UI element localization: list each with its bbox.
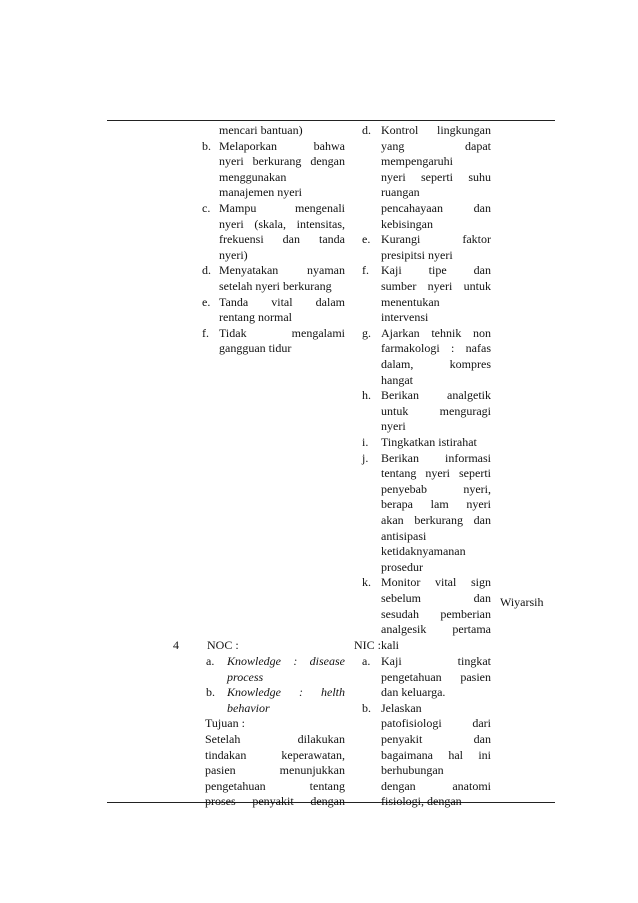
tujuan-line: pengetahuan tentang — [205, 778, 345, 793]
noc-prev-marker: c. — [202, 201, 211, 215]
nic-prev-line: ruangan — [381, 185, 420, 200]
nic-prev-line: berapa lam nyeri — [381, 497, 491, 512]
nic4-line: dengan anatomi — [381, 778, 491, 793]
nic-prev-line: nyeri — [381, 419, 406, 434]
nic-prev-line: menentukan — [381, 294, 440, 309]
tujuan-line: pasien menunjukkan — [205, 763, 345, 778]
noc-prev-line: manajemen nyeri — [219, 185, 302, 200]
nic-prev-line: Kurangi faktor — [381, 232, 491, 247]
nic-prev-marker: k. — [362, 575, 371, 590]
noc-prev-line: mencari bantuan) — [219, 123, 303, 137]
tujuan-line: proses penyakit dengan — [205, 794, 345, 809]
tujuan-line: Setelah dilakukan — [205, 732, 345, 746]
noc-prev-line: nyeri berkurang dengan — [219, 154, 345, 169]
nic-prev-line: presipitsi nyeri — [381, 247, 453, 262]
noc4-line: process — [227, 669, 264, 684]
noc-prev-marker: b. — [202, 138, 211, 153]
nic-prev-line: tentang nyeri seperti — [381, 466, 491, 481]
signature: Wiyarsih — [500, 595, 544, 609]
nic-prev-line: untuk menguragi — [381, 403, 491, 418]
nic-prev-line: kali — [381, 637, 399, 652]
nic4-line: pengetahuan pasien — [381, 669, 491, 684]
nic-prev-line: intervensi — [381, 310, 429, 325]
nic-prev-marker: e. — [362, 232, 371, 247]
nic-prev-line: sumber nyeri untuk — [381, 279, 491, 293]
nic-prev-line: mempengaruhi — [381, 154, 453, 169]
nic-prev-line: penyebab nyeri, — [381, 481, 491, 496]
nic4-line: berhubungan — [381, 763, 444, 778]
nic-prev-marker: h. — [362, 388, 371, 403]
nic-header: NIC : — [354, 638, 381, 652]
noc4-line: behavior — [227, 700, 270, 715]
nic4-line: patofisiologi dari — [381, 716, 491, 731]
nic-prev-line: yang dapat — [381, 138, 491, 153]
tujuan-label: Tujuan : — [205, 716, 245, 731]
noc-prev-line: Mampu mengenali — [219, 201, 345, 215]
nic-prev-line: akan berkurang dan — [381, 513, 491, 527]
nic-prev-marker: d. — [362, 123, 371, 137]
nic-prev-line: Tingkatkan istirahat — [381, 435, 477, 449]
nic-prev-line: analgesik pertama — [381, 622, 491, 637]
nic-prev-marker: g. — [362, 325, 371, 340]
nic-prev-marker: i. — [362, 435, 369, 449]
nic-prev-line: farmakologi : nafas — [381, 341, 491, 356]
tujuan-line: tindakan keperawatan, — [205, 747, 345, 762]
nic-prev-line: kebisingan — [381, 216, 433, 231]
noc-header: NOC : — [207, 638, 239, 652]
nic-prev-line: dalam, kompres — [381, 357, 491, 371]
nic-prev-line: prosedur — [381, 559, 423, 574]
noc4-marker: a. — [206, 654, 215, 668]
nic-prev-marker: f. — [362, 263, 369, 278]
nic-prev-line: nyeri seperti suhu — [381, 169, 491, 184]
noc-prev-line: frekuensi dan tanda — [219, 232, 345, 247]
row-number: 4 — [173, 638, 179, 652]
noc4-marker: b. — [206, 685, 215, 700]
nic-prev-line: sebelum dan — [381, 591, 491, 605]
noc4-line: Knowledge : disease — [227, 654, 345, 668]
noc-prev-line: nyeri (skala, intensitas, — [219, 216, 345, 231]
nic-prev-line: Berikan informasi — [381, 450, 491, 465]
noc-prev-marker: d. — [202, 263, 211, 278]
noc-prev-line: nyeri) — [219, 247, 248, 262]
noc-prev-line: setelah nyeri berkurang — [219, 279, 332, 293]
nic-prev-line: Ajarkan tehnik non — [381, 325, 491, 340]
nic4-marker: a. — [362, 654, 371, 668]
nic-prev-line: hangat — [381, 372, 413, 387]
nic-prev-line: Kaji tipe dan — [381, 263, 491, 278]
noc-prev-line: Menyatakan nyaman — [219, 263, 345, 278]
nic-prev-line: pencahayaan dan — [381, 201, 491, 215]
table-top-rule — [107, 120, 555, 121]
nic4-line: Kaji tingkat — [381, 654, 491, 668]
noc-prev-line: menggunakan — [219, 169, 287, 184]
noc-prev-line: Tanda vital dalam — [219, 294, 345, 309]
noc-prev-line: Melaporkan bahwa — [219, 138, 345, 153]
nic-prev-line: ketidaknyamanan — [381, 544, 466, 559]
nic-prev-line: Kontrol lingkungan — [381, 123, 491, 137]
nic-prev-line: antisipasi — [381, 528, 427, 543]
noc-prev-line: gangguan tidur — [219, 341, 292, 356]
noc-prev-marker: e. — [202, 294, 211, 309]
nic-prev-line: Monitor vital sign — [381, 575, 491, 590]
noc-prev-marker: f. — [202, 325, 209, 340]
nic-prev-marker: j. — [362, 450, 369, 465]
nic4-marker: b. — [362, 700, 371, 715]
nic-prev-line: sesudah pemberian — [381, 606, 491, 621]
nic4-line: Jelaskan — [381, 700, 422, 715]
nic-prev-line: Berikan analgetik — [381, 388, 491, 403]
nic4-line: fisiologi, dengan — [381, 794, 462, 809]
nic4-line: bagaimana hal ini — [381, 747, 491, 762]
noc-prev-line: Tidak mengalami — [219, 325, 345, 340]
nic4-line: penyakit dan — [381, 732, 491, 746]
noc4-line: Knowledge : helth — [227, 685, 345, 700]
noc-prev-line: rentang normal — [219, 310, 292, 325]
nic4-line: dan keluarga. — [381, 685, 446, 700]
